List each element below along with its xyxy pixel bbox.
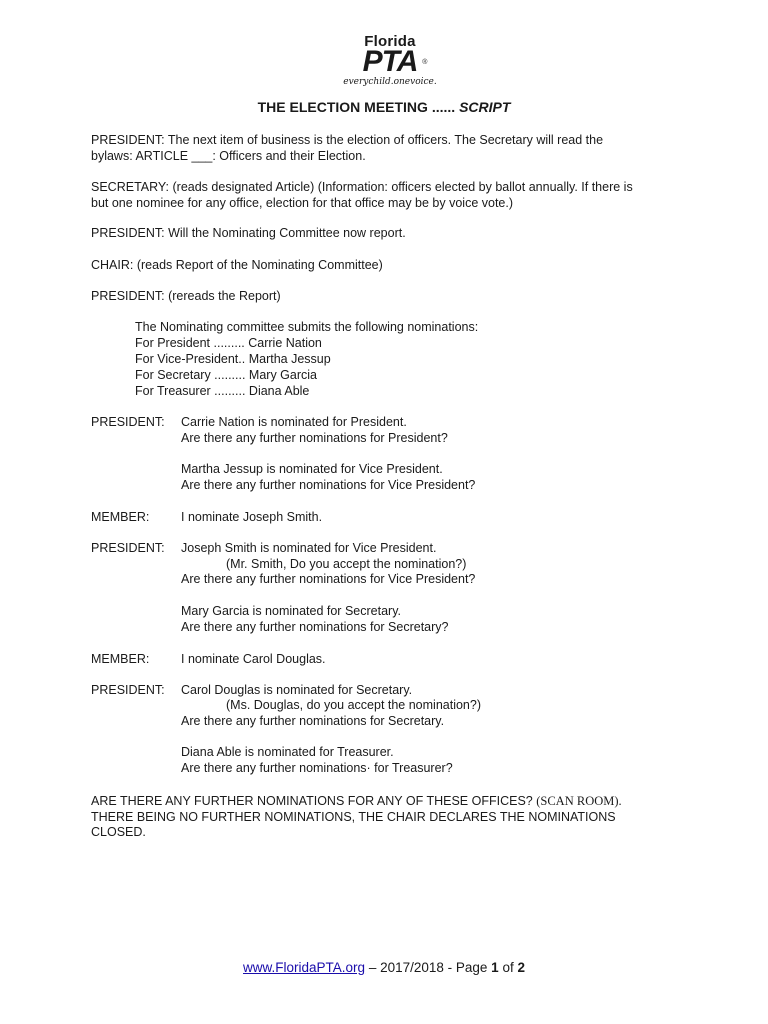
footer-page-total: 2 xyxy=(517,960,525,975)
speaker-member-1: MEMBER: xyxy=(91,510,150,524)
nominations-intro: The Nominating committee submits the following nominations: xyxy=(135,320,479,334)
nominations-list xyxy=(135,320,478,400)
dialogue-line: Are there any further nominations for Vice President? xyxy=(181,478,476,492)
closing-question: ARE THERE ANY FURTHER NOMINATIONS FOR ANY OF THESE OFFICES? xyxy=(91,794,533,808)
dialogue-line: Are there any further nominations for Secretary? xyxy=(181,620,449,634)
dialogue-line: I nominate Carol Douglas. xyxy=(181,652,326,666)
dialogue-line: Diana Able is nominated for Treasurer. xyxy=(181,745,394,759)
logo-florida: Florida xyxy=(364,33,416,50)
page-footer xyxy=(0,960,768,975)
president-intro xyxy=(91,133,691,164)
closing-line2: THERE BEING NO FURTHER NOMINATIONS, THE CHAIR DECLARES THE NOMINATIONS xyxy=(91,809,616,824)
dialogue-line: (Mr. Smith, Do you accept the nomination?) xyxy=(226,557,467,571)
scan-room-note: (SCAN ROOM). xyxy=(536,794,622,808)
nomination-president: For President ......... Carrie Nation xyxy=(135,335,322,350)
closing-line3: CLOSED. xyxy=(91,825,146,840)
title-script: SCRIPT xyxy=(459,99,511,115)
dialogue-line: Joseph Smith is nominated for Vice President. xyxy=(181,541,437,555)
speaker-president-2: PRESIDENT: xyxy=(91,541,165,555)
florida-pta-logo xyxy=(340,34,440,94)
president-intro-line2: bylaws: ARTICLE ___: Officers and their Election. xyxy=(91,148,366,163)
dialogue-line: Mary Garcia is nominated for Secretary. xyxy=(181,604,401,618)
footer-of: of xyxy=(498,960,518,975)
dialogue-line: Are there any further nominations· for Treasurer? xyxy=(181,761,453,775)
page-title xyxy=(0,99,768,115)
dialogue-line: Are there any further nominations for Secretary. xyxy=(181,714,445,728)
president-intro-line1: PRESIDENT: The next item of business is the election of officers. The Secretary will read the xyxy=(91,133,604,147)
president-reread: PRESIDENT: (rereads the Report) xyxy=(91,289,281,303)
speaker-president-1: PRESIDENT: xyxy=(91,415,165,429)
logo-pta-text: PTA xyxy=(362,45,418,78)
closing-line1 xyxy=(91,794,691,810)
nomination-treasurer: For Treasurer ......... Diana Able xyxy=(135,383,310,398)
footer-page-number: 1 xyxy=(491,960,499,975)
footer-website-link[interactable]: www.FloridaPTA.org xyxy=(243,960,366,975)
logo-pta xyxy=(362,45,427,78)
secretary-line1: SECRETARY: (reads designated Article) (Information: officers elected by ballot annually. If there is xyxy=(91,180,633,194)
dialogue-line: Are there any further nominations for Vice President? xyxy=(181,572,476,586)
secretary-line2: but one nominee for any office, election for that office may be by voice vote.) xyxy=(91,195,514,210)
nomination-secretary: For Secretary ......... Mary Garcia xyxy=(135,367,317,382)
dialogue-line: Carrie Nation is nominated for President. xyxy=(181,415,407,429)
dialogue-line: Martha Jessup is nominated for Vice President. xyxy=(181,462,443,476)
speaker-president-3: PRESIDENT: xyxy=(91,683,165,697)
speaker-member-2: MEMBER: xyxy=(91,652,150,666)
chair-line: CHAIR: (reads Report of the Nominating Committee) xyxy=(91,258,383,272)
dialogue-line: (Ms. Douglas, do you accept the nomination?) xyxy=(226,698,481,712)
title-main: THE ELECTION MEETING ...... xyxy=(257,99,456,115)
logo-tagline: everychild.onevoice. xyxy=(343,77,437,87)
nomination-vice-president: For Vice-President.. Martha Jessup xyxy=(135,351,331,366)
dialogue-line: I nominate Joseph Smith. xyxy=(181,510,323,524)
dialogue-line: Carol Douglas is nominated for Secretary. xyxy=(181,683,413,697)
dialogue-line: Are there any further nominations for President? xyxy=(181,431,448,445)
closing-statement xyxy=(91,794,691,841)
secretary-paragraph xyxy=(91,180,691,211)
logo-trademark: ® xyxy=(422,59,427,66)
president-report-request: PRESIDENT: Will the Nominating Committee now report. xyxy=(91,226,406,240)
footer-text: – 2017/2018 - Page xyxy=(365,960,492,975)
